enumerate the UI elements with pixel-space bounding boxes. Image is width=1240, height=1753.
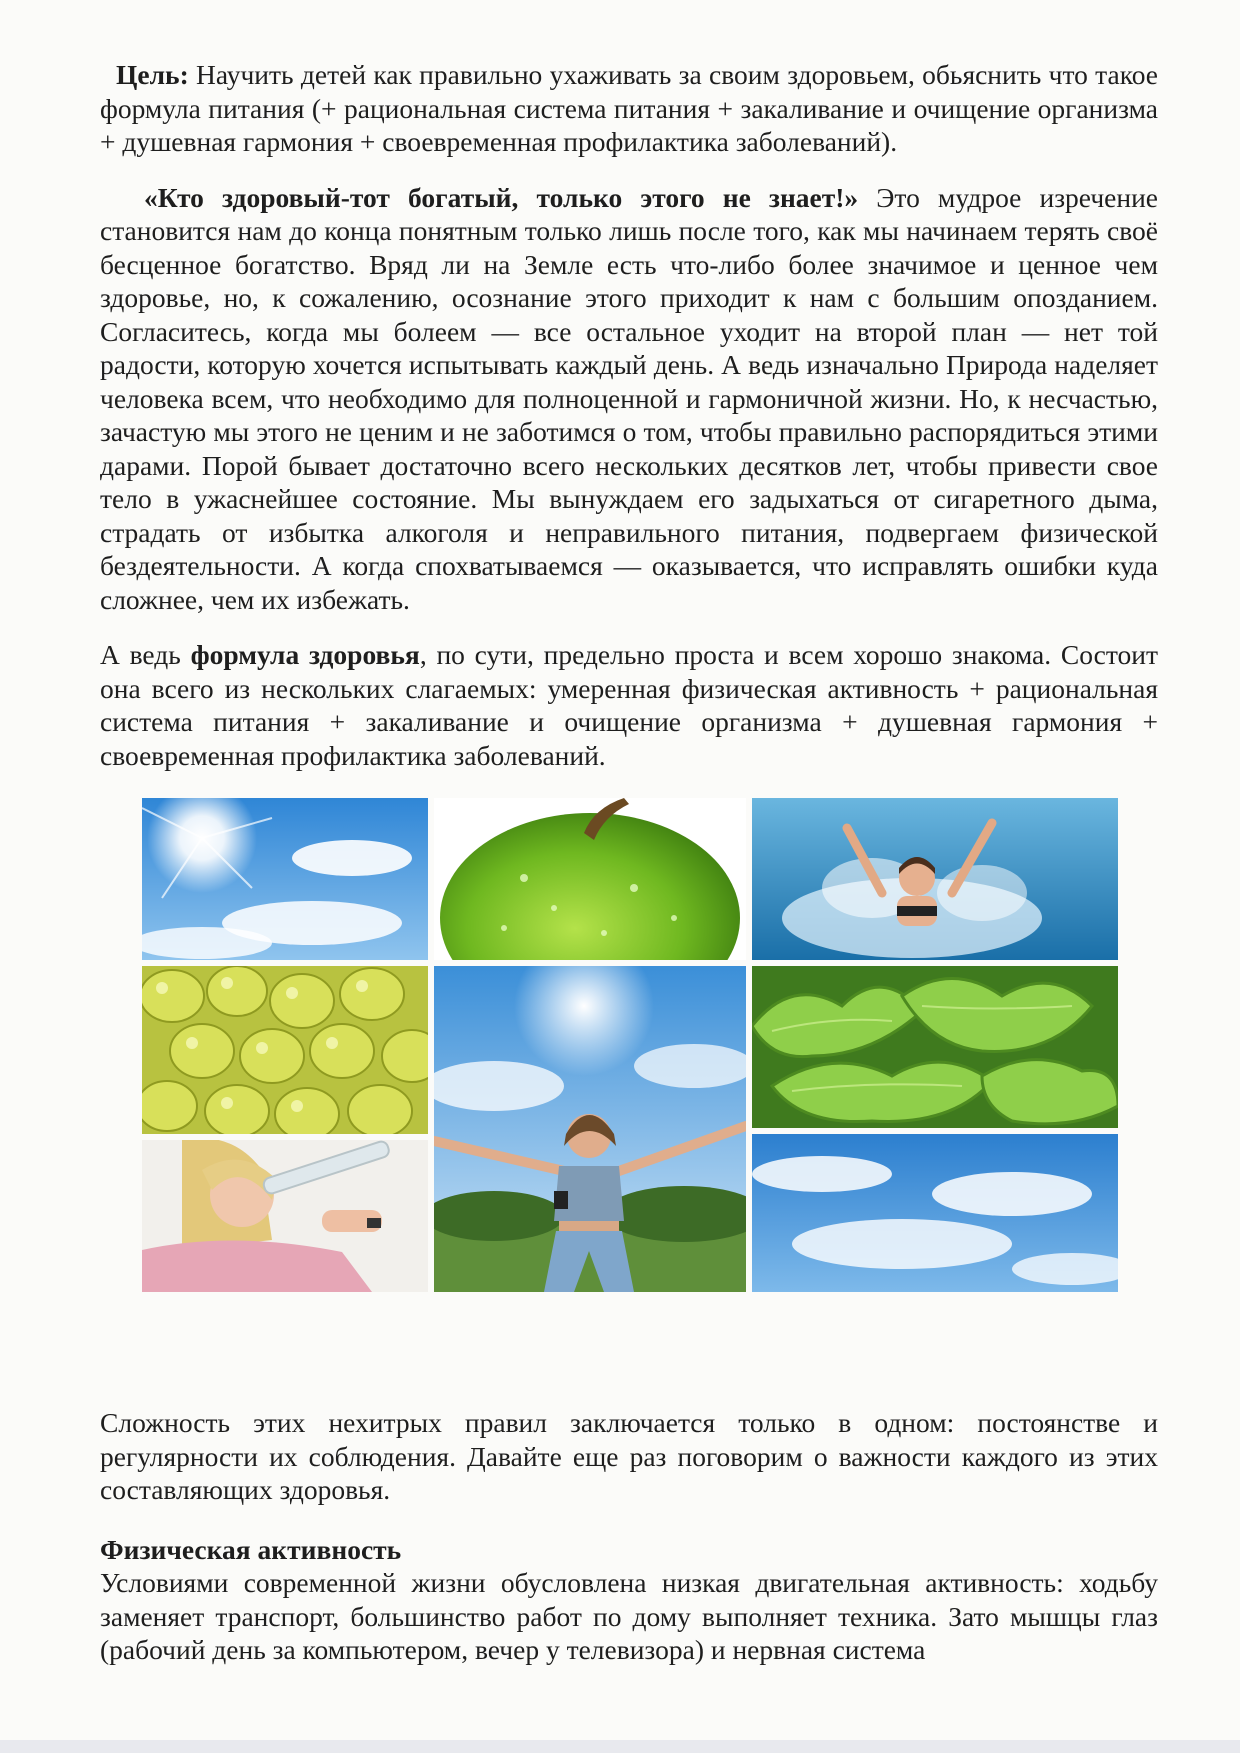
formula-text-end: , по сути, предельно проста и всем хорошо знакома. Состоит она всего из нескольких слагаемых: умеренная физическая активность + рациональная система питания + закаливание и очищение организма + душевная гармония + своевременная профилактика заболеваний. <box>100 639 1158 771</box>
goal-paragraph <box>100 58 1158 159</box>
quote-text: Это мудрое изречение становится нам до конца понятным только лишь после того, как мы начинаем терять своё бесценное богатство. Вряд ли на Земле есть что-либо более значимое и ценное чем здоровье, но, к сожалению, осознание этого приходит к нам с большим опозданием. Согласитесь, когда мы болеем — все остальное уходит на второй план — нет той радости, которую хочется испытывать каждый день. А ведь изначально Природа наделяет человека всем, что необходимо для полноценной и гармоничной жизни. Но, к несчастью, зачастую мы этого не ценим и не заботимся о том, чтобы правильно распорядиться этими дарами. Порой бывает достаточно всего нескольких десятков лет, чтобы привести свое тело в ужаснейшее состояние. Мы вынуждаем его задыхаться от сигаретного дыма, страдать от избытка алкоголя и неправильного питания, подвергаем физической бездеятельности. А когда спохватываемся — оказывается, что исправлять ошибки куда сложнее, чем их избежать. <box>100 181 1158 615</box>
quote-saying: «Кто здоровый-тот богатый, только этого не знает!» <box>144 181 859 213</box>
collage-woman-drinking-image <box>142 1140 428 1292</box>
quote-paragraph <box>100 181 1158 617</box>
physical-activity-heading: Физическая активность <box>100 1533 402 1565</box>
document-page <box>100 58 1158 1667</box>
scan-bottom-edge <box>0 1740 1240 1753</box>
health-photo-collage <box>142 798 1118 1350</box>
formula-text-start: А ведь <box>100 639 191 670</box>
physical-activity-paragraph: Условиями современной жизни обусловлена низкая двигательная активность: ходьбу заменяет транспорт, большинство работ по дому выполняет техника. Зато мышцы глаз (рабочий день за компьютером, вечер у телевизора) и нервная система <box>100 1567 1158 1665</box>
complexity-paragraph: Сложность этих нехитрых правил заключается только в одном: постоянстве и регулярности их соблюдения. Давайте еще раз поговорим о важности каждого из этих составляющих здоровья. <box>100 1407 1158 1505</box>
goal-text: Научить детей как правильно ухаживать за своим здоровьем, обьяснить что такое формула питания (+ рациональная система питания + закаливание и очищение организма + душевная гармония + своевременная профилактика заболеваний). <box>100 59 1158 157</box>
collage-sky-clouds-image <box>752 1134 1118 1292</box>
collage-woman-arms-raised-image <box>434 966 746 1292</box>
collage-grapes-image <box>142 966 428 1134</box>
goal-label: Цель: <box>116 59 189 90</box>
formula-term: формула здоровья <box>190 639 420 670</box>
collage-green-apple-image <box>434 798 746 960</box>
collage-lettuce-image <box>752 966 1118 1128</box>
collage-sky-sun-image <box>142 798 428 960</box>
formula-paragraph <box>100 638 1158 772</box>
collage-woman-in-water-image <box>752 798 1118 960</box>
